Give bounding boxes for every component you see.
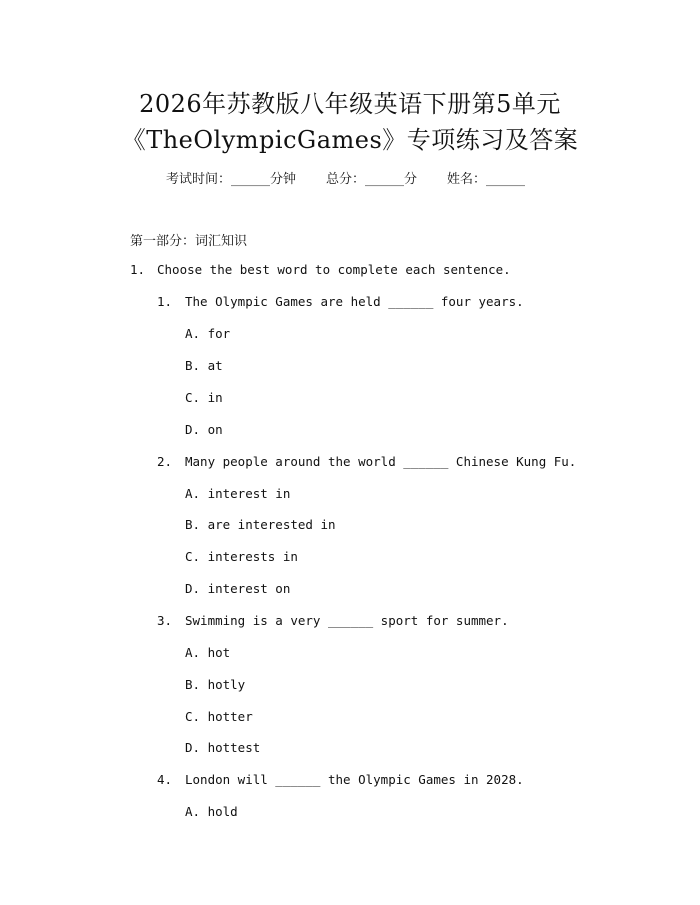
answer-option: A. for [185,326,231,341]
answer-option: A. hold [185,804,238,819]
document-title-line2: 《TheOlympicGames》专项练习及答案 [121,126,579,154]
question-text: The Olympic Games are held ______ four years. [185,294,524,309]
question-number: 1. [157,294,173,309]
answer-option: A. interest in [185,486,291,501]
answer-option: B. at [185,358,223,373]
answer-option: A. hot [185,645,231,660]
question-group-instruction: Choose the best word to complete each sentence. [157,262,511,277]
section-title: 第一部分：词汇知识 [130,234,248,249]
answer-option: B. hotly [185,677,246,692]
question-number: 2. [157,454,173,469]
question-group-number: 1. [130,262,146,277]
answer-option: C. hotter [185,709,253,724]
total-score-label: 总分：______分 [326,172,418,187]
answer-option: D. interest on [185,581,291,596]
exam-time-label: 考试时间：______分钟 [166,172,297,187]
answer-option: D. hottest [185,740,261,755]
question-number: 4. [157,772,173,787]
document-title-line1: 2026年苏教版八年级英语下册第5单元 [139,90,561,118]
answer-option: B. are interested in [185,517,336,532]
question-number: 3. [157,613,173,628]
answer-option: C. interests in [185,549,298,564]
name-label: 姓名：______ [447,172,526,187]
question-text: Many people around the world ______ Chinese Kung Fu. [185,454,577,469]
question-text: Swimming is a very ______ sport for summer. [185,613,509,628]
question-text: London will ______ the Olympic Games in 2028. [185,772,524,787]
answer-option: C. in [185,390,223,405]
exam-info-line [166,168,525,187]
answer-option: D. on [185,422,223,437]
